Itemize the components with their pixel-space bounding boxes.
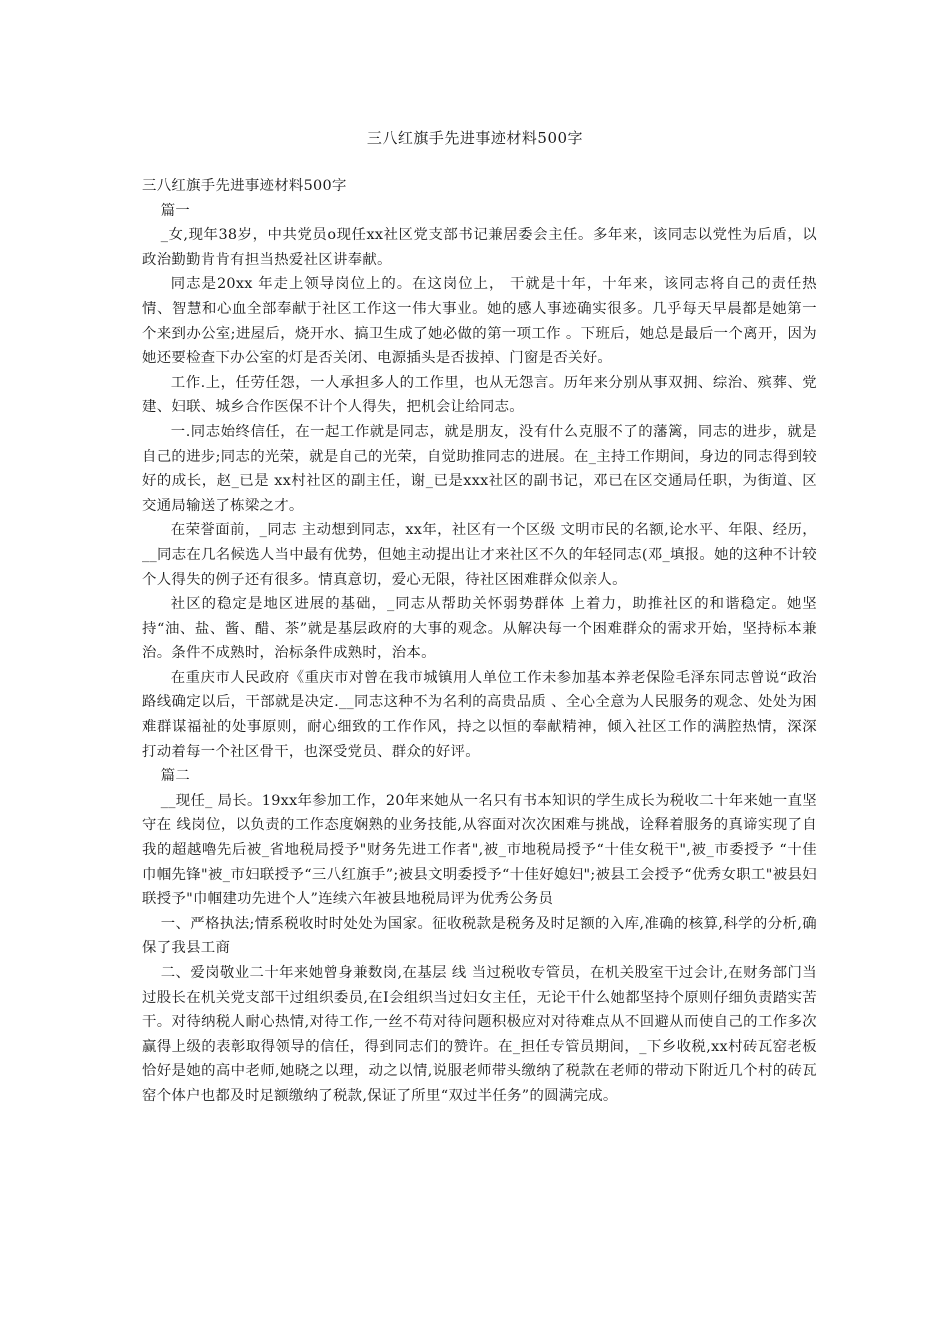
paragraph: 同志是20xx 年走上领导岗位上的。在这岗位上， 干就是十年，十年来，该同志将自己的责任热情、智慧和心血全部奉献于社区工作这一伟大事业。她的感人事迹确实很多。几乎每天早晨都是她第一个来到办公室;进屋后，烧开水、搞卫生成了她必做的第一项工作 。下班后，她总是最后一个离开，因为她还要检查下办公室的灯是否关闭、电源插头是否拔掉、门窗是否关好。 bbox=[142, 276, 817, 367]
paragraph: 社区的稳定是地区进展的基础，_同志从帮助关怀弱势群体 上着力，助推社区的和谐稳定。她坚持“油、盐、酱、醋、茶”就是基层政府的大事的观念。从解决每一个困难群众的需求开始，坚持标本兼治。条件不成熟时，治标条件成熟时，治本。 bbox=[142, 596, 817, 662]
paragraph: 二、爱岗敬业二十年来她曾身兼数岗,在基层 线 当过税收专管员，在机关股室干过会计,在财务部门当过股长在机关党支部干过组织委员,在I会组织当过妇女主任，无论干什么她都坚持个原则仔细负责踏实苦干。对待纳税人耐心热情,对待工作,一丝不苟对待问题积极应对对待难点从不回避从而使自己的工作多次赢得上级的表彰取得领导的信任，得到同志们的赞许。在_担任专管员期间，_下乡收税,xx村砖瓦窑老板恰好是她的高中老师,她晓之以理，动之以情,说服老师带头缴纳了税款在老师的带动下附近几个村的砖瓦窑个体户也都及时足额缴纳了税款,保证了所里“双过半任务”的圆满完成。 bbox=[142, 965, 817, 1104]
paragraph: 一、严格执法;情系税收时时处处为国家。征收税款是税务及时足额的入库,准确的核算,科学的分析,确保了我县工商 bbox=[142, 915, 817, 957]
paragraph: 在荣誉面前，_同志 主动想到同志，xx年，社区有一个区级 文明市民的名额,论水平、年限、经历，__同志在几名候选人当中最有优势，但她主动提出让才来社区不久的年轻同志(邓_填报。她的这种不计较个人得失的例子还有很多。情真意切，爱心无限，待社区困难群众似亲人。 bbox=[142, 522, 817, 588]
paragraph: _女,现年38岁，中共党员o现任xx社区党支部书记兼居委会主任。多年来，该同志以党性为后盾，以政治勤勤肯肯有担当热爱社区讲奉献。 bbox=[142, 227, 817, 268]
document-body bbox=[142, 174, 817, 1109]
section-label: 篇二 bbox=[160, 768, 191, 785]
paragraph: __现任_ 局长。19xx年参加工作，20年来她从一名只有书本知识的学生成长为税收二十年来她一直坚守在 线岗位，以负责的工作态度娴熟的业务技能,从容面对次次困难与挑战，诠释着服务的真谛实现了自我的超越嚕先后被_省地税局授予"财务先进工作者",被_市地税局授予“十佳女税干",被_市委授予 “十佳巾帼先锋"被_市妇联授予“三八红旗手”;被县文明委授予“十佳好媳妇";被县工会授予“优秀女职工"被县妇联授予"巾帼建功先进个人”连续六年被县地税局评为优秀公务员 bbox=[142, 792, 817, 908]
document-title: 三八红旗手先进事迹材料500字 bbox=[366, 129, 584, 147]
section-label: 篇一 bbox=[160, 202, 191, 219]
document-heading: 三八红旗手先进事迹材料500字 bbox=[142, 178, 347, 194]
paragraph: 在重庆市人民政府《重庆市对曾在我市城镇用人单位工作未参加基本养老保险毛泽东同志曾说“政治路线确定以后，干部就是决定.__同志这种不为名利的高贵品质 、全心全意为人民服务的观念、处处为困难群谋福祉的处事原则，耐心细致的工作作风，持之以恒的奉献精神，倾入社区工作的满腔热情，深深打动着每一个社区骨干，也深受党员、群众的好评。 bbox=[142, 669, 817, 760]
paragraph: 工作.上，任劳任怨，一人承担多人的工作里，也从无怨言。历年来分别从事双拥、综治、殡葬、党建、妇联、城乡合作医保不计个人得失，把机会让给同志。 bbox=[142, 374, 817, 416]
paragraph: 一.同志始终信任，在一起工作就是同志，就是朋友，没有什么克服不了的藩篱，同志的进步，就是自己的进步;同志的光荣，就是自己的光荣，自觉助推同志的进展。在_主持工作期间，身边的同志得到较好的成长，赵_已是 xx村社区的副主任，谢_已是xxx社区的副书记，邓已在区交通局任职，为街道、区交通局输送了栋梁之才。 bbox=[142, 423, 817, 514]
